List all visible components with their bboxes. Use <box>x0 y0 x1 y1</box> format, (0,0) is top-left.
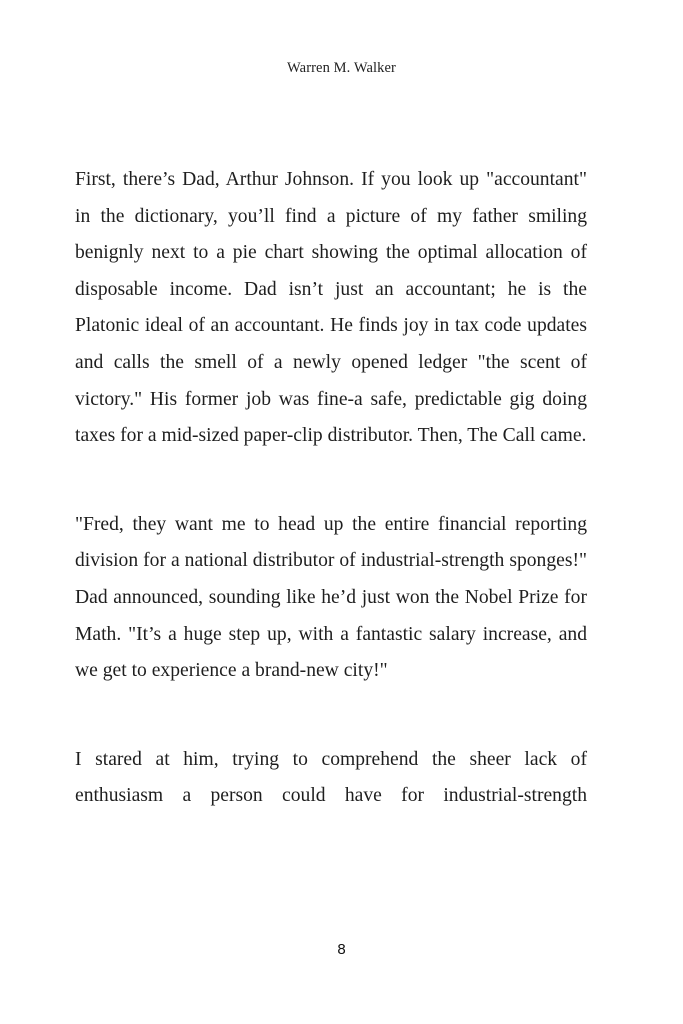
page-number: 8 <box>337 941 346 958</box>
running-header-author: Warren M. Walker <box>287 60 396 76</box>
body-text <box>75 162 587 815</box>
paragraph-2: "Fred, they want me to head up the entire financial reporting division for a national distributor of industrial-strength sponges!" Dad announced, sounding like he’d just won the Nobel Prize for Math. "It’s a huge step up, with a fantastic salary increase, and we get to experience a brand-new city!" <box>75 513 587 682</box>
paragraph-3: I stared at him, trying to comprehend the sheer lack of enthusiasm a person could have for industrial-strength <box>75 748 587 807</box>
paragraph-1: First, there’s Dad, Arthur Johnson. If you look up "accountant" in the dictionary, you’ll find a picture of my father smiling benignly next to a pie chart showing the optimal allocation of disposable income. Dad isn’t just an accountant; he is the Platonic ideal of an accountant. He finds joy in tax code updates and calls the smell of a newly opened ledger "the scent of victory." His former job was fine-a safe, predictable gig doing taxes for a mid-sized paper-clip distributor. Then, The Call came. <box>75 169 587 447</box>
